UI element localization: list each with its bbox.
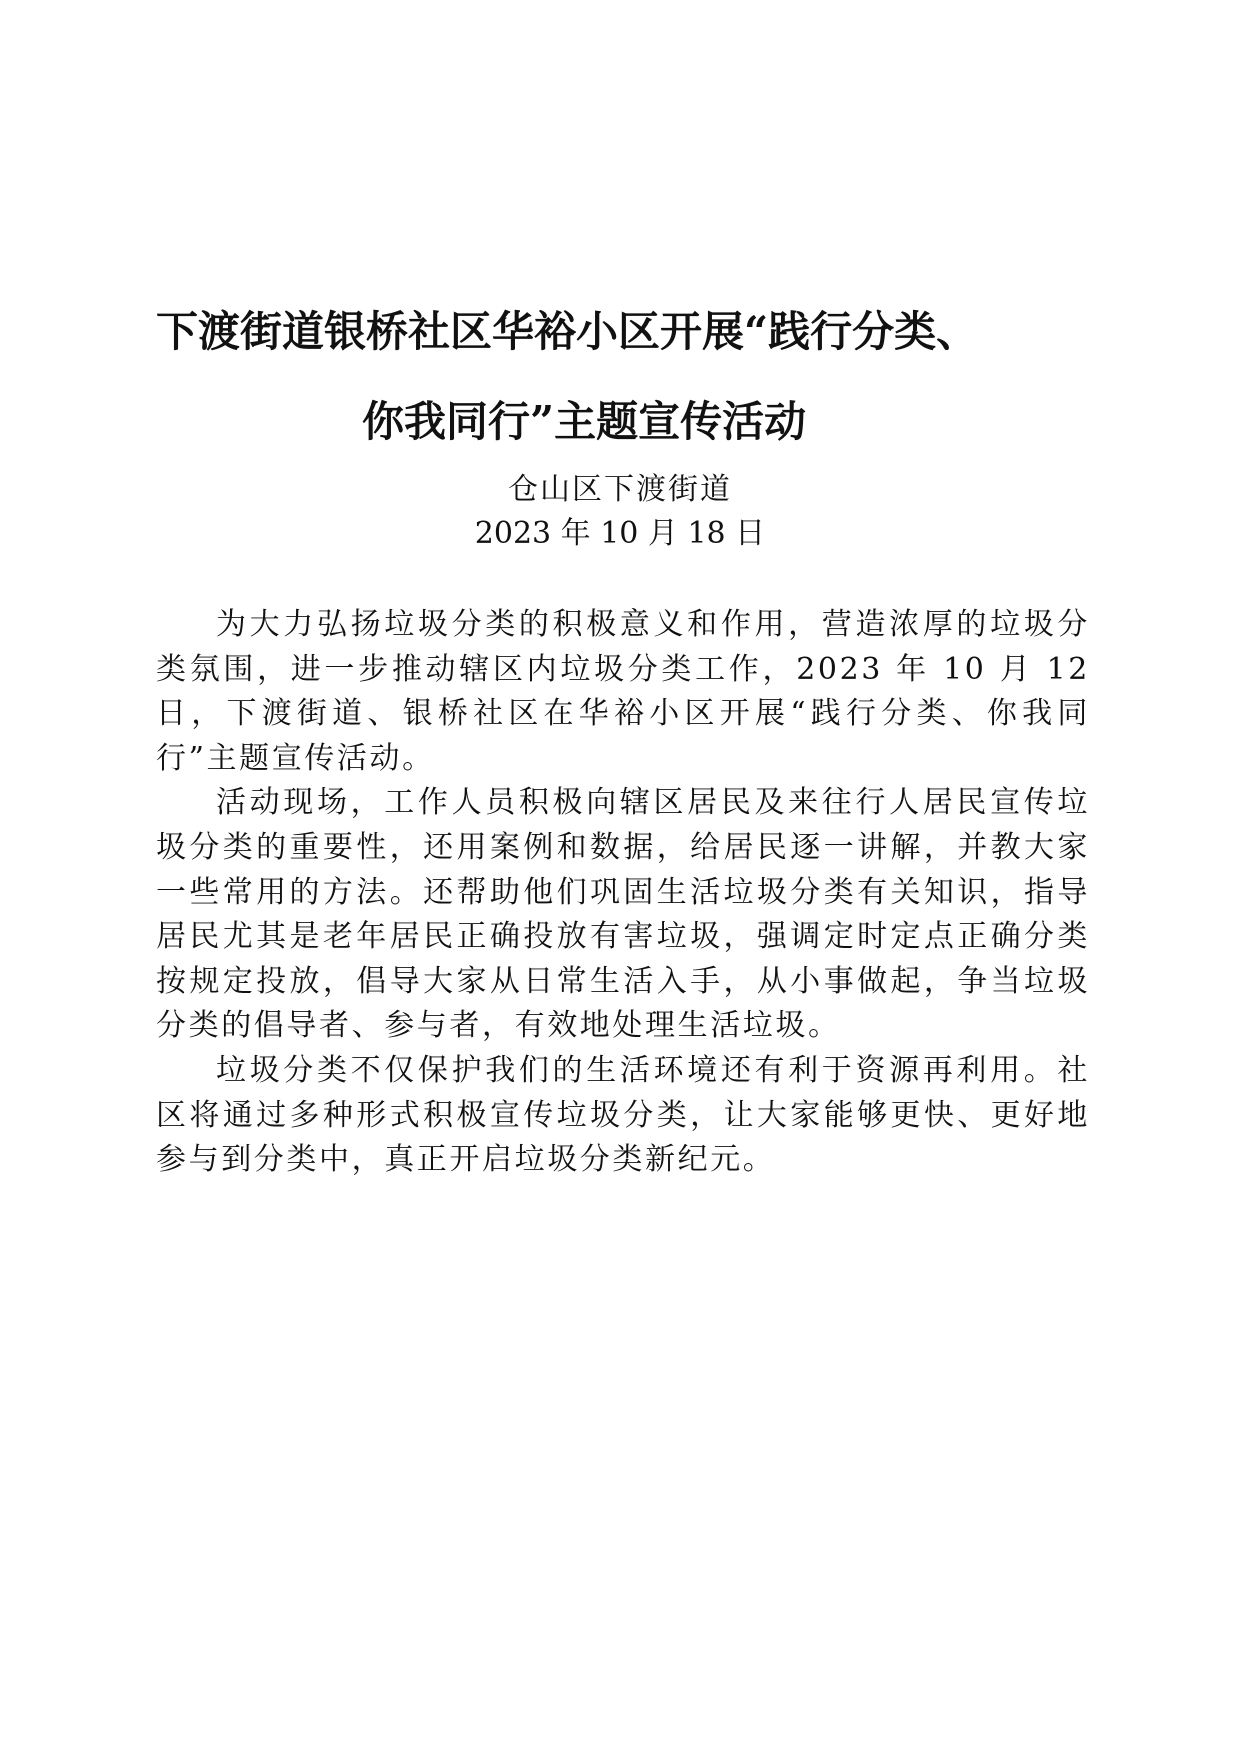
document-date: 2023 年 10 月 18 日 <box>474 516 766 551</box>
body-paragraph-2: 活动现场，工作人员积极向辖区居民及来往行人居民宣传垃圾分类的重要性，还用案例和数据，给居民逐一讲解，并教大家一些常用的方法。还帮助他们巩固生活垃圾分类有关知识，指导居民尤其是老年居民正确投放有害垃圾，强调定时定点正确分类按规定投放，倡导大家从日常生活入手，从小事做起，争当垃圾分类的倡导者、参与者，有效地处理生活垃圾。 <box>156 785 1090 1044</box>
body-paragraph-1: 为大力弘扬垃圾分类的积极意义和作用，营造浓厚的垃圾分类氛围，进一步推动辖区内垃圾分类工作，2023 年 10 月 12 日，下渡街道、银桥社区在华裕小区开展“践行分类、你我同行”主题宣传活动。 <box>156 607 1090 776</box>
document-author: 仓山区下渡街道 <box>508 472 732 507</box>
document-body <box>156 603 1090 1183</box>
document-title-line-1: 下渡街道银桥社区华裕小区开展“践行分类、 <box>156 307 979 356</box>
document-title-line-2: 你我同行”主题宣传活动 <box>362 397 807 446</box>
body-paragraph-3: 垃圾分类不仅保护我们的生活环境还有利于资源再利用。社区将通过多种形式积极宣传垃圾分类，让大家能够更快、更好地参与到分类中，真正开启垃圾分类新纪元。 <box>156 1052 1090 1178</box>
